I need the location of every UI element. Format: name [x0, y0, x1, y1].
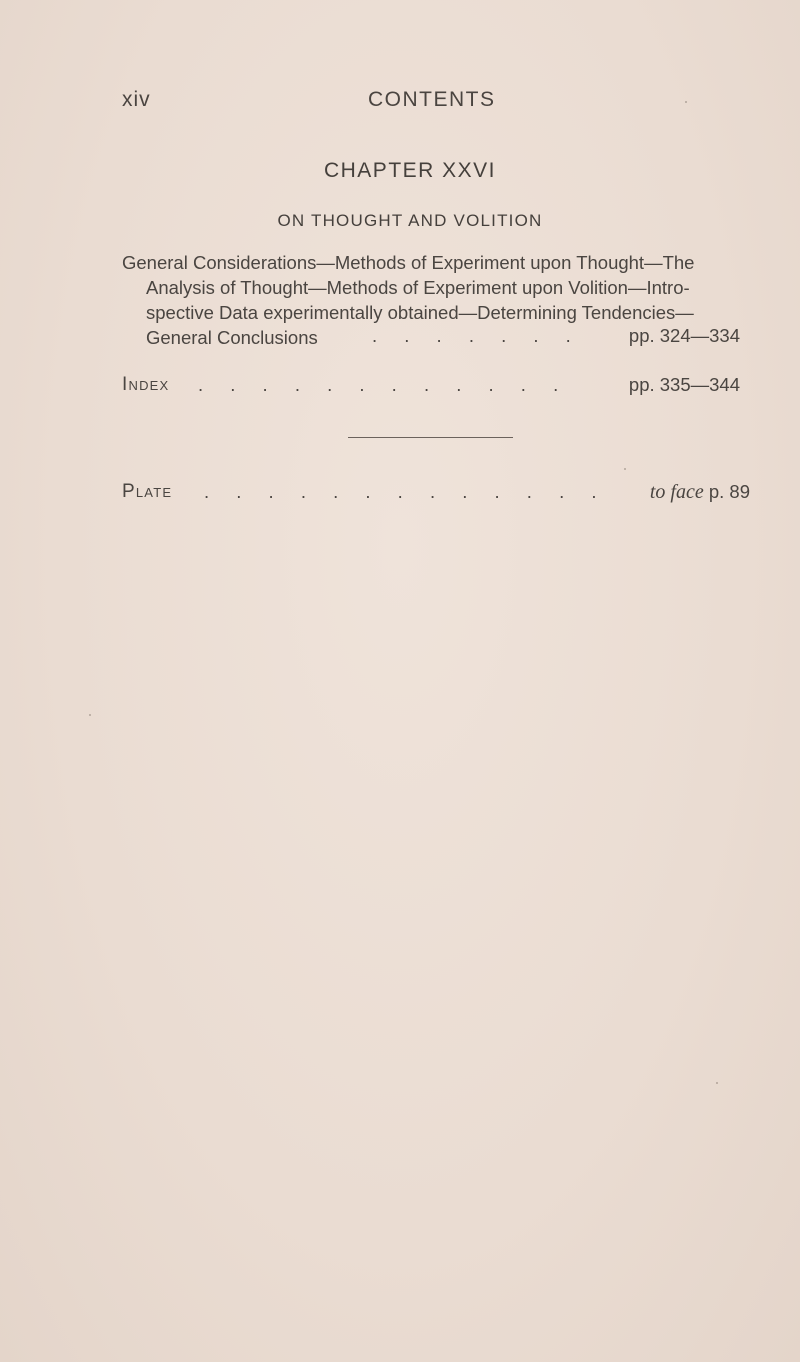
paper-speck [624, 468, 626, 470]
paper-speck [89, 714, 91, 716]
summary-line: spective Data experimentally obtained—Determining Tendencies— [146, 302, 694, 323]
entry-label: Index [122, 374, 170, 395]
entry-pages: pp. 335—344 [628, 374, 740, 395]
chapter-pages-row [122, 325, 762, 351]
dot-leader: . . . . . . . . . . . . [198, 374, 570, 395]
page-number: xiv [122, 88, 151, 111]
chapter-heading: CHAPTER XXVI [323, 159, 497, 182]
running-title: CONTENTS [368, 88, 496, 111]
entry-pages [650, 481, 750, 504]
summary-line: General Conclusions [146, 327, 318, 348]
dot-leader: . . . . . . . [372, 325, 582, 346]
paper-speck [716, 1082, 718, 1084]
entry-pages-italic: to face [649, 481, 704, 503]
entry-pages-number: p. 89 [708, 481, 750, 502]
summary-line: Analysis of Thought—Methods of Experiment upon Volition—Intro- [146, 277, 690, 298]
paper-speck [685, 101, 687, 103]
section-divider [348, 437, 513, 438]
toc-entry-index [122, 374, 762, 400]
dot-leader: . . . . . . . . . . . . . [204, 481, 608, 502]
entry-label: Plate [122, 481, 173, 502]
toc-entry-plate [122, 481, 762, 507]
running-head [122, 88, 530, 118]
chapter-title: ON THOUGHT AND VOLITION [277, 211, 543, 230]
chapter-pages: pp. 324—334 [628, 325, 740, 346]
summary-line: General Considerations—Methods of Experiment upon Thought—The [122, 252, 695, 273]
